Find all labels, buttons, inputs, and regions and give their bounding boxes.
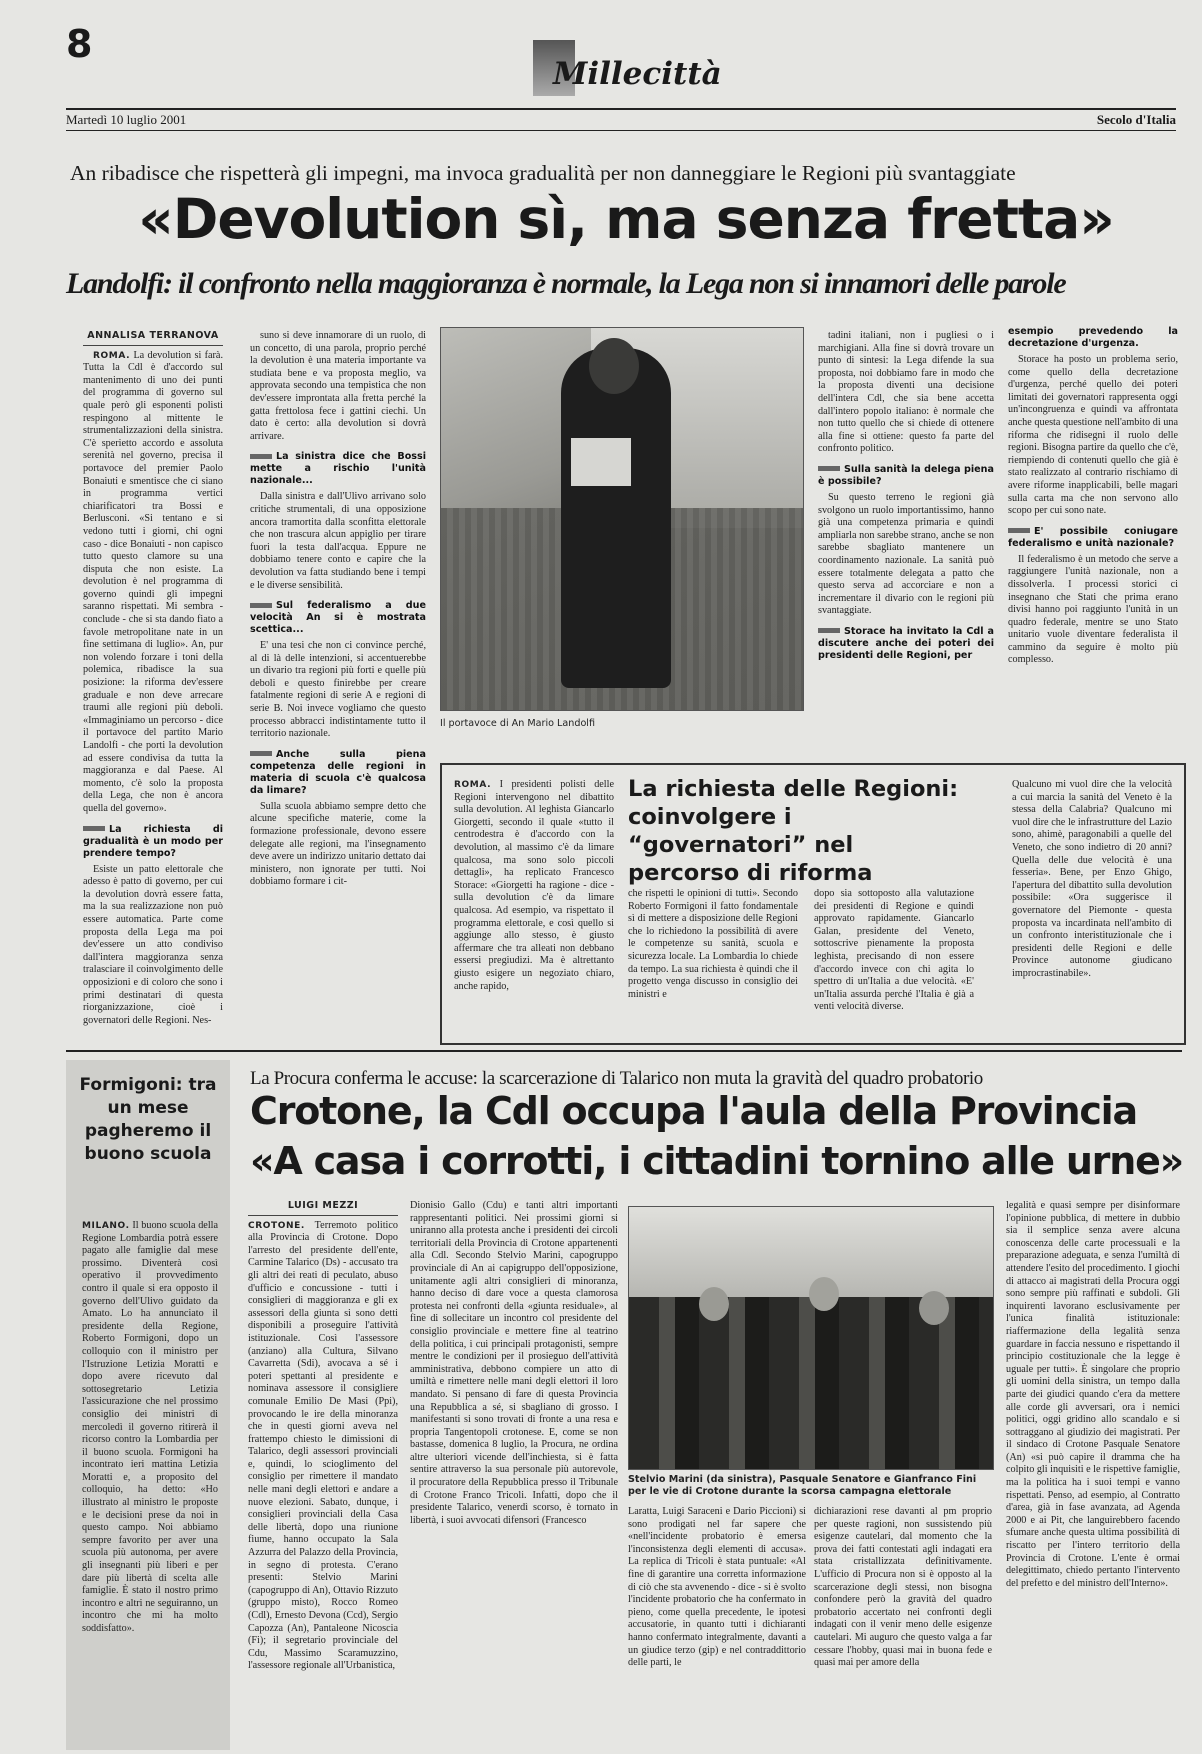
article1-question-text: Anche sulla piena competenza delle regioni in materia di scuola c'è qualcosa da limare? [250,748,426,796]
article2-headline-1: Crotone, la Cdl occupa l'aula della Provincia [250,1089,1137,1133]
landolfi-photo-caption: Il portavoce di An Mario Landolfi [440,718,596,729]
article1-overline: An ribadisce che rispetterà gli impegni, ma invoca gradualità per non danneggiare le Regioni più svantaggiate [70,161,1016,185]
article1-column-1 [83,330,223,1035]
regioni-box-paragraph: che rispetti le opinioni di tutti». Secondo Roberto Formigoni il fatto fondamentale sì di mettere a disposizione delle Regioni che lo richiedono la possibilità di avere le competenze su sanità, scuola e sicurezza locale. La Lombardia lo chiede da tempo. La sua richiesta è quindi che il progetto venga discusso in consiglio dei ministri e [628,888,798,1000]
question-marker-icon [250,751,272,756]
article2-headline-2: «A casa i corrotti, i cittadini tornino alle urne» [250,1139,1183,1183]
regioni-box [440,763,1186,1045]
article1-byline: ANNALISA TERRANOVA [83,330,223,346]
question-marker-icon [250,603,272,608]
formigoni-headline: Formigoni: tra un mese pagheremo il buono scuola [79,1075,217,1164]
formigoni-dateline: MILANO. [82,1221,130,1231]
crotone-photo-caption: Stelvio Marini (da sinistra), Pasquale Senatore e Gianfranco Fini per le vie di Crotone durante la scorsa campagna elettorale [628,1474,977,1497]
article1-question [250,600,426,636]
article2-overline: La Procura conferma le accuse: la scarcerazione di Talarico non muta la gravità del quadro probatorio [250,1068,983,1089]
article1-column-5 [1008,326,1178,738]
article1-answer: Esiste un patto elettorale che adesso è patto di governo, per cui la devolution dovrà essere fatta, ma la sua realizzazione non può essere automatica. Parte come proposta della Lega ma poi dev'essere un atto condiviso dall'intera maggioranza senza tralasciare il coinvolgimento delle opposizioni e di coloro che sono i primi destinatari di questa riorganizzazione, cioè i governatori delle Regioni. Nes- [83,863,223,1026]
regioni-box-dateline: ROMA. [454,780,492,790]
photo-folder [571,438,631,486]
issue-date: Martedì 10 luglio 2001 [66,112,187,127]
regioni-box-column-1 [454,779,614,1034]
article1-paragraph [83,350,223,816]
article1-headline: «Devolution sì, ma senza fretta» [138,187,1114,251]
formigoni-paragraph [82,1220,218,1636]
landolfi-photo [440,327,804,711]
article2-column-2 [410,1200,618,1748]
article2-paragraph [248,1220,398,1673]
article1-question-text: E' possibile coniugare federalismo e unità nazionale? [1008,525,1178,549]
regioni-box-column-4 [1012,779,1172,1034]
regioni-box-paragraph: dopo sia sottoposto alla valutazione dei presidenti di Regione e quindi approvato rapidamente. Giancarlo Galan, presidente del Veneto, sottoscrive pienamente la proposta leghista, precisando di non essere d'accordo invece con chi agita lo spettro di un'Italia a due velocità. «E' un'Italia assurda perché l'Italia è già a venti velocità diverse. [814,888,974,1013]
question-marker-icon [83,826,105,831]
header-rule-bottom [66,130,1176,131]
photo-face-2 [809,1277,839,1311]
article1-column-4 [818,330,994,738]
article1-column-2 [250,330,426,1035]
regioni-box-paragraph [454,779,614,993]
article1-question-text: Sulla sanità la delega piena è possibile? [818,463,994,487]
article1-question-text: Sul federalismo a due velocità An si è mostrata scettica... [250,600,426,636]
article1-question [1008,526,1178,550]
article1-question-text: Storace ha invitato la Cdl a discutere anche dei poteri dei presidenti delle Regioni, per [818,625,994,661]
section-logo-text: Millecittà [553,56,722,92]
article1-answer: Su questo terreno le regioni già svolgono un ruolo importantissimo, hanno già una competenza primaria e quindi ampliarla non sarebbe strano, anche se non sarebbe sbagliato mantenere un coordinamento nazionale. La sanità può essere totalmente delegata a patto che questo serva ad accorciare e non a incrementare il divario con le regioni più svantaggiate. [818,491,994,617]
article1-answer: suno si deve innamorare di un ruolo, di un concetto, di una parola, proprio perché la devolution è una materia importante va studiata bene e va proposta meglio, va approvata secondo una tempistica che non dev'essere improntata alla fretta perché la gatta frettolosa fece i gattini ciechi. Un dato è certo: alla devolution si dovrà arrivare. [250,330,426,442]
regioni-box-headline: La richiesta delle Regioni: coinvolgere i “governatori” nel percorso di riforma [628,776,959,886]
article2-byline: LUIGI MEZZI [248,1200,398,1216]
article2-paragraph: dichiarazioni rese davanti al pm proprio per queste ragioni, non sussistendo più esigenze cautelari, dal momento che la prova dei fatti contestati agli indagati era stata cristallizzata definitivamente. L'ufficio di Procura non si è opposto al la scarcerazione degli stessi, non bisogna confondere però la gravità del quadro probatorio accertato nei confronti degli indagati con il venir meno delle esigenze cautelari. Mi auguro che questo valga a far cessare l'hobby, quasi mai in buona fede e quasi mai per amore della [814,1506,992,1669]
article1-body-text: La devolution si farà. Tutta la Cdl è d'accordo sul mantenimento di uno dei punti del programma di governo sul quale però gli esponenti polisti respingono al mittente le strumentalizzazioni della sinistra. C'è sperietto accordo e assoluta serenità nel governo, precisa il portavoce del premier Paolo Bonaiuti e smentisce che ci siano in programma vertici chiarificatori tra Bossi e Berlusconi. «Si tentano e si vedono tutti i giorni, chi ogni caso - dice Bonaiuti - non capisco tutto questo clamore su una disputa che non esiste. La devolution è nel programma di governo quindi gli impegni saranno rispettati. Mi sembra - conclude - che si sta dando fiato a favole metropolitane nate in un fine settimana di luglio». An, pur non volendo forzare i toni della polemica, ribadisce la sua posizione: la riforma dev'essere graduale e non deve arrecare traumi alle regioni più deboli. «Immaginiamo un percorso - dice il portavoce del partito Mario Landolfi - che porti la devolution ad essere condivisa da tutta la maggioranza e dal Paese. Al momento, c'è solo la proposta della Lega, che non è ancora quella del governo». [83,349,223,814]
article1-answer: E' una tesi che non ci convince perché, al di là delle intenzioni, si accentuerebbe un divario tra regioni più forti e quelle più deboli e questo finirebbe per creare fatalmente regioni di serie A e regioni di serie B. Noi invece vogliamo che questo processo abbracci indistintamente tutto il territorio nazionale. [250,640,426,740]
question-marker-icon [818,628,840,633]
article2-dateline: CROTONE. [248,1220,305,1231]
article1-question-text: La sinistra dice che Bossi mette a rischio l'unità nazionale... [250,451,426,487]
photo-face-1 [699,1287,729,1321]
question-marker-icon [818,466,840,471]
section-divider [66,1050,1182,1052]
formigoni-column [82,1220,218,1736]
photo-figure [561,348,671,688]
article1-question [250,749,426,797]
article1-answer: Storace ha posto un problema serio, come quello della decretazione d'urgenza, perché quello dei poteri limitati dei governatori rappresenta oggi un'incongruenza e quindi va affrontata anche questa questione nell'ambito di una riforma che ridisegni il ruolo delle regioni. Bisogna partire da quello che c'è, riempiendo di contenuti quello che già è stato realizzato al contrario rischiamo di avere riforme inapplicabili, belle magari sulla carta ma che non servono allo scopo per cui sono nate. [1008,354,1178,517]
article1-answer: Dalla sinistra e dall'Ulivo arrivano solo critiche strumentali, di una opposizione ancora tramortita dalla sconfitta elettorale che non trascura alcun appiglio per tirare fuori la testa dall'acqua. Eppure ne dobbiamo tenere conto e capire che la devolution va fatta studiando bene i tempi e le diverse sensibilità. [250,491,426,591]
question-marker-icon [1008,528,1030,533]
article1-question [83,824,223,860]
article2-column-1 [248,1200,398,1748]
article2-text: Terremoto politico alla Provincia di Crotone. Dopo l'arresto del presidente dell'ente, Carmine Talarico (Ds) - accusato tra gli altri dei reati di peculato, abuso d'ufficio e concussione - tutti i consiglieri di maggioranza e gli ex assessori della giunta si sono detti disponibili a proseguire l'attività istituzionale. Così l'assessore (anziano) alla Cultura, Silvano Cavarretta (Sdi), avocava a sé i poteri spettanti al presidente e nominava assessore il consigliere comunale Emilio De Masi (Ppi), provocando le ire della minoranza che in questi giorni aveva nel frattempo chiesto le dimissioni di Talarico, degli assessori provinciali e, quindi, lo scioglimento del consiglio per rimettere il mandato nelle mani degli elettori e andare a nuove elezioni. Sabato, dunque, i consiglieri provinciali della Casa delle libertà, dopo una riunione fiume, hanno occupato la Sala Azzurra del Palazzo della Provincia, in segno di protesta. C'erano presenti: Stelvio Marini (capogruppo di An), Ottavio Rizzuto (gruppo misto), Rocco Romeo (Cdl), Ernesto Devona (Ccd), Sergio Capozza (An), Pantaleone Nicoscia (Fi); il segretario provinciale del Cdu, Massimo Scaramuzzino, l'assessore regionale all'Urbanistica, [248,1219,398,1672]
article1-answer: Sulla scuola abbiamo sempre detto che alcune specifiche materie, come la formazione professionale, devono essere delegate alle regioni, ma l'insegnamento deve avere un indirizzo unitario dettato dai ministero, non ignorate per tutti. Noi dobbiamo formare i cit- [250,800,426,888]
page-number: 8 [66,22,93,66]
regioni-box-text: I presidenti polisti delle Regioni intervengono nel dibattito sulla devolution. Al leghista Giancarlo Giorgetti, secondo il quale «tutto il centrodestra è d'accordo con la devolution, al massimo c'è da limare qualcosa, ma sono solo piccoli dettagli», ha replicato Francesco Storace: «Giorgetti ha ragione - dice - sulla devolution c'è da limare qualcosa. Ad esempio, va rispettato il programma elettorale, e così quello si aggiunge allo stesso, è giusto affermare che tra alleati non debbano essersi pregiudizi. Ma è altrettanto giusto esigere un negoziato chiaro, anche rapido, [454,779,614,992]
article1-answer: Il federalismo è un metodo che serve a raggiungere l'unità nazionale, non a dissolverla. I processi storici ci insegnano che Stati che prima erano divisi hanno poi raggiunto l'unità in un quadro federale, mentre se uno Stato unitario vuole diventare federalista il cammino da seguire è molto più complesso. [1008,553,1178,666]
article1-subhead: Landolfi: il confronto nella maggioranza è normale, la Lega non si innamori delle parole [66,267,1066,300]
article1-answer: tadini italiani, non i pugliesi o i marchigiani. Alla fine si dovrà trovare un punto di sintesi: la Lega difende la sua proposta, noi dobbiamo fare in modo che la proposta diventi una decisione dell'intera Cdl, che sia bene accetta dall'intero popolo italiano: è normale che non tutto quello che si chiede di ottenere alla fine si ottiene: questo fa parte del confronto politico. [818,330,994,455]
photo-figure-head [589,338,639,394]
header-rule [66,108,1176,110]
article2-column-5 [1006,1200,1180,1748]
article1-question: esempio prevedendo la decretazione d'urgenza. [1008,326,1178,349]
photo-face-3 [919,1291,949,1325]
article1-dateline: ROMA. [93,350,131,361]
article1-question [250,451,426,487]
article2-paragraph: Dionisio Gallo (Cdu) e tanti altri importanti rappresentanti politici. Nei prossimi giorni si uniranno alla protesta anche i presidenti dei circoli territoriali della Provincia di Crotone appartenenti alla Cdl. Secondo Stelvio Marini, capogruppo provinciale di An ai capigruppo dell'opposizione, unitamente agli altri consiglieri di minoranza, hanno deciso di dare voce a questa clamorosa protesta nei confronti della «giunta residuale», al fine di sollecitare un incontro col presidente del consiglio provinciale e mettere fine al teatrino della politica, i cui principali protagonisti, sempre mentre le condizioni per il prosieguo dell'attività amministrativa, debbono compiere un atto di umiltà e rimettere nelle mani degli elettori il loro mandato. Si pensano di fare di questa Provincia una Repubblica a sé, si sbagliano di grosso. I manifestanti si sono trovati di fronte a una resa e propria Tangentopoli crotonese. E, come se non bastasse, domenica 8 luglio, la Procura, ne ordina altre ulteriori vicende dell'inchiesta, si è fatta sentire attraverso la sua personale più autorevole, il procuratore della Repubblica presso il Tribunale di Crotone Franco Tricoli. Infatti, dopo che il presidente Talarico, venerdì scorso, è tornato in libertà, i suoi avvocati difensori (Francesco [410,1200,618,1526]
article2-paragraph: Laratta, Luigi Saraceni e Dario Piccioni) si sono prodigati nel far sapere che «nell'incidente probatorio è emersa l'inconsistenza degli elementi di accusa». La replica di Tricoli è stata puntuale: «Al fine di garantire una corretta informazione di ciò che sta avvenendo - dice - si è svolto l'incidente probatorio che ha confermato in pieno, come quella precedente, le ipotesi accusatorie, in quanto tutti i dichiaranti hanno confermato integralmente, davanti a un giudice terzo (gip) e nel contraddittorio delle parti, le [628,1506,806,1669]
regioni-box-column-2 [628,888,798,1034]
regioni-box-column-3 [814,888,974,1034]
formigoni-text: Il buono scuola della Regione Lombardia potrà essere pagato alle famiglie dal mese prossimo. Diventerà così operativo il provvedimento contro il quale si era opposto il governo dell'Ulivo guidato da Amato. Lo ha annunciato il presidente della Regione, Roberto Formigoni, dopo un colloquio con il ministro per l'Istruzione Letizia Moratti e dopo avere ricevuto dal sottosegretario Letizia l'assicurazione che nel prossimo consiglio dei ministri di mercoledì il governo ritirerà il ricorso contro la Lombardia per il buono scuola. Formigoni ha incontrato ieri mattina Letizia Moratti e, a proposito del colloquio, ha detto: «Ho illustrato al ministro le proposte e le decisioni prese da noi in questo campo. Noi abbiamo sempre favorito per aver una scuola più autonoma, per avere gli insegnanti più liberi e per dare più libertà di scelta alle famiglie. È stato il nostro primo incontro e altri ne seguiranno, un incontro che mi ha molto soddisfatto». [82,1220,218,1634]
formigoni-sidebar [66,1060,230,1750]
paper-name: Secolo d'Italia [1096,112,1176,127]
question-marker-icon [250,454,272,459]
article2-column-3 [628,1506,806,1748]
article1-question [818,626,994,662]
article2-column-4 [814,1506,992,1748]
article2-paragraph: legalità e quasi sempre per disinformare l'opinione pubblica, di mettere in dubbio sia il semplice senza avere alcuna conoscenza delle carte processuali e la preparazione adeguata, e senza l'umiltà di attendere l'esito del procedimento. I giochi di attacco ai magistrati della Procura oggi sono sempre più raffinati e subdoli. Gli inquirenti lavorano esclusivamente per l'unica finalità istituzionale: riaffermazione della legalità senza guardare in faccia nessuno e rispettando il principio costituzionale che la legge è uguale per tutti». È singolare che proprio gli uomini della sinistra, un tempo dalla parte dei giudici quando c'era da mettere alle corde gli avversari, ora i nemici politici, oggi gridino allo scandalo e si sottraggano al giudizio dei magistrati. Per il sindaco di Crotone Pasquale Senatore (An) «si può capire il dramma che ha colpito gli inquisiti e le rispettive famiglie, ma la politica ha i suoi tempi e vanno rispettati. Penso, ad esempio, al Contratto d'area, già in fase avanzata, ad Agenda 2000 e ai Pit, che languirebbero facendo sfumare anche questa ultima possibilità di riscatto per l'intero territorio della Provincia di Crotone. L'ente è ormai delegittimato, chiedo pertanto l'intervento del prefetto e del ministro dell'Interno». [1006,1200,1180,1589]
regioni-box-paragraph: Qualcuno mi vuol dire che la velocità a cui marcia la sanità del Veneto è la stessa della Calabria? Qualcuno mi vuol dire che le infrastrutture del Lazio sono, ahimè, paragonabili a quelle del Veneto, che sono indietro di 20 anni? Quella delle due velocità è una fesseria». Bene, per Enzo Ghigo, l'apertura del dibattito sulla devolution possibile: «Ora suggerisce il governatore del Piemonte - questa proposta va incardinata nell'ambito di un confronto interistituzionale che i presidenti delle Regioni e delle Province autonome giudicano improcrastinabile». [1012,779,1172,979]
article1-question-text: La richiesta di gradualità è un modo per prendere tempo? [83,823,223,859]
section-logo [533,36,723,96]
crotone-photo [628,1206,994,1470]
article1-question [818,464,994,488]
